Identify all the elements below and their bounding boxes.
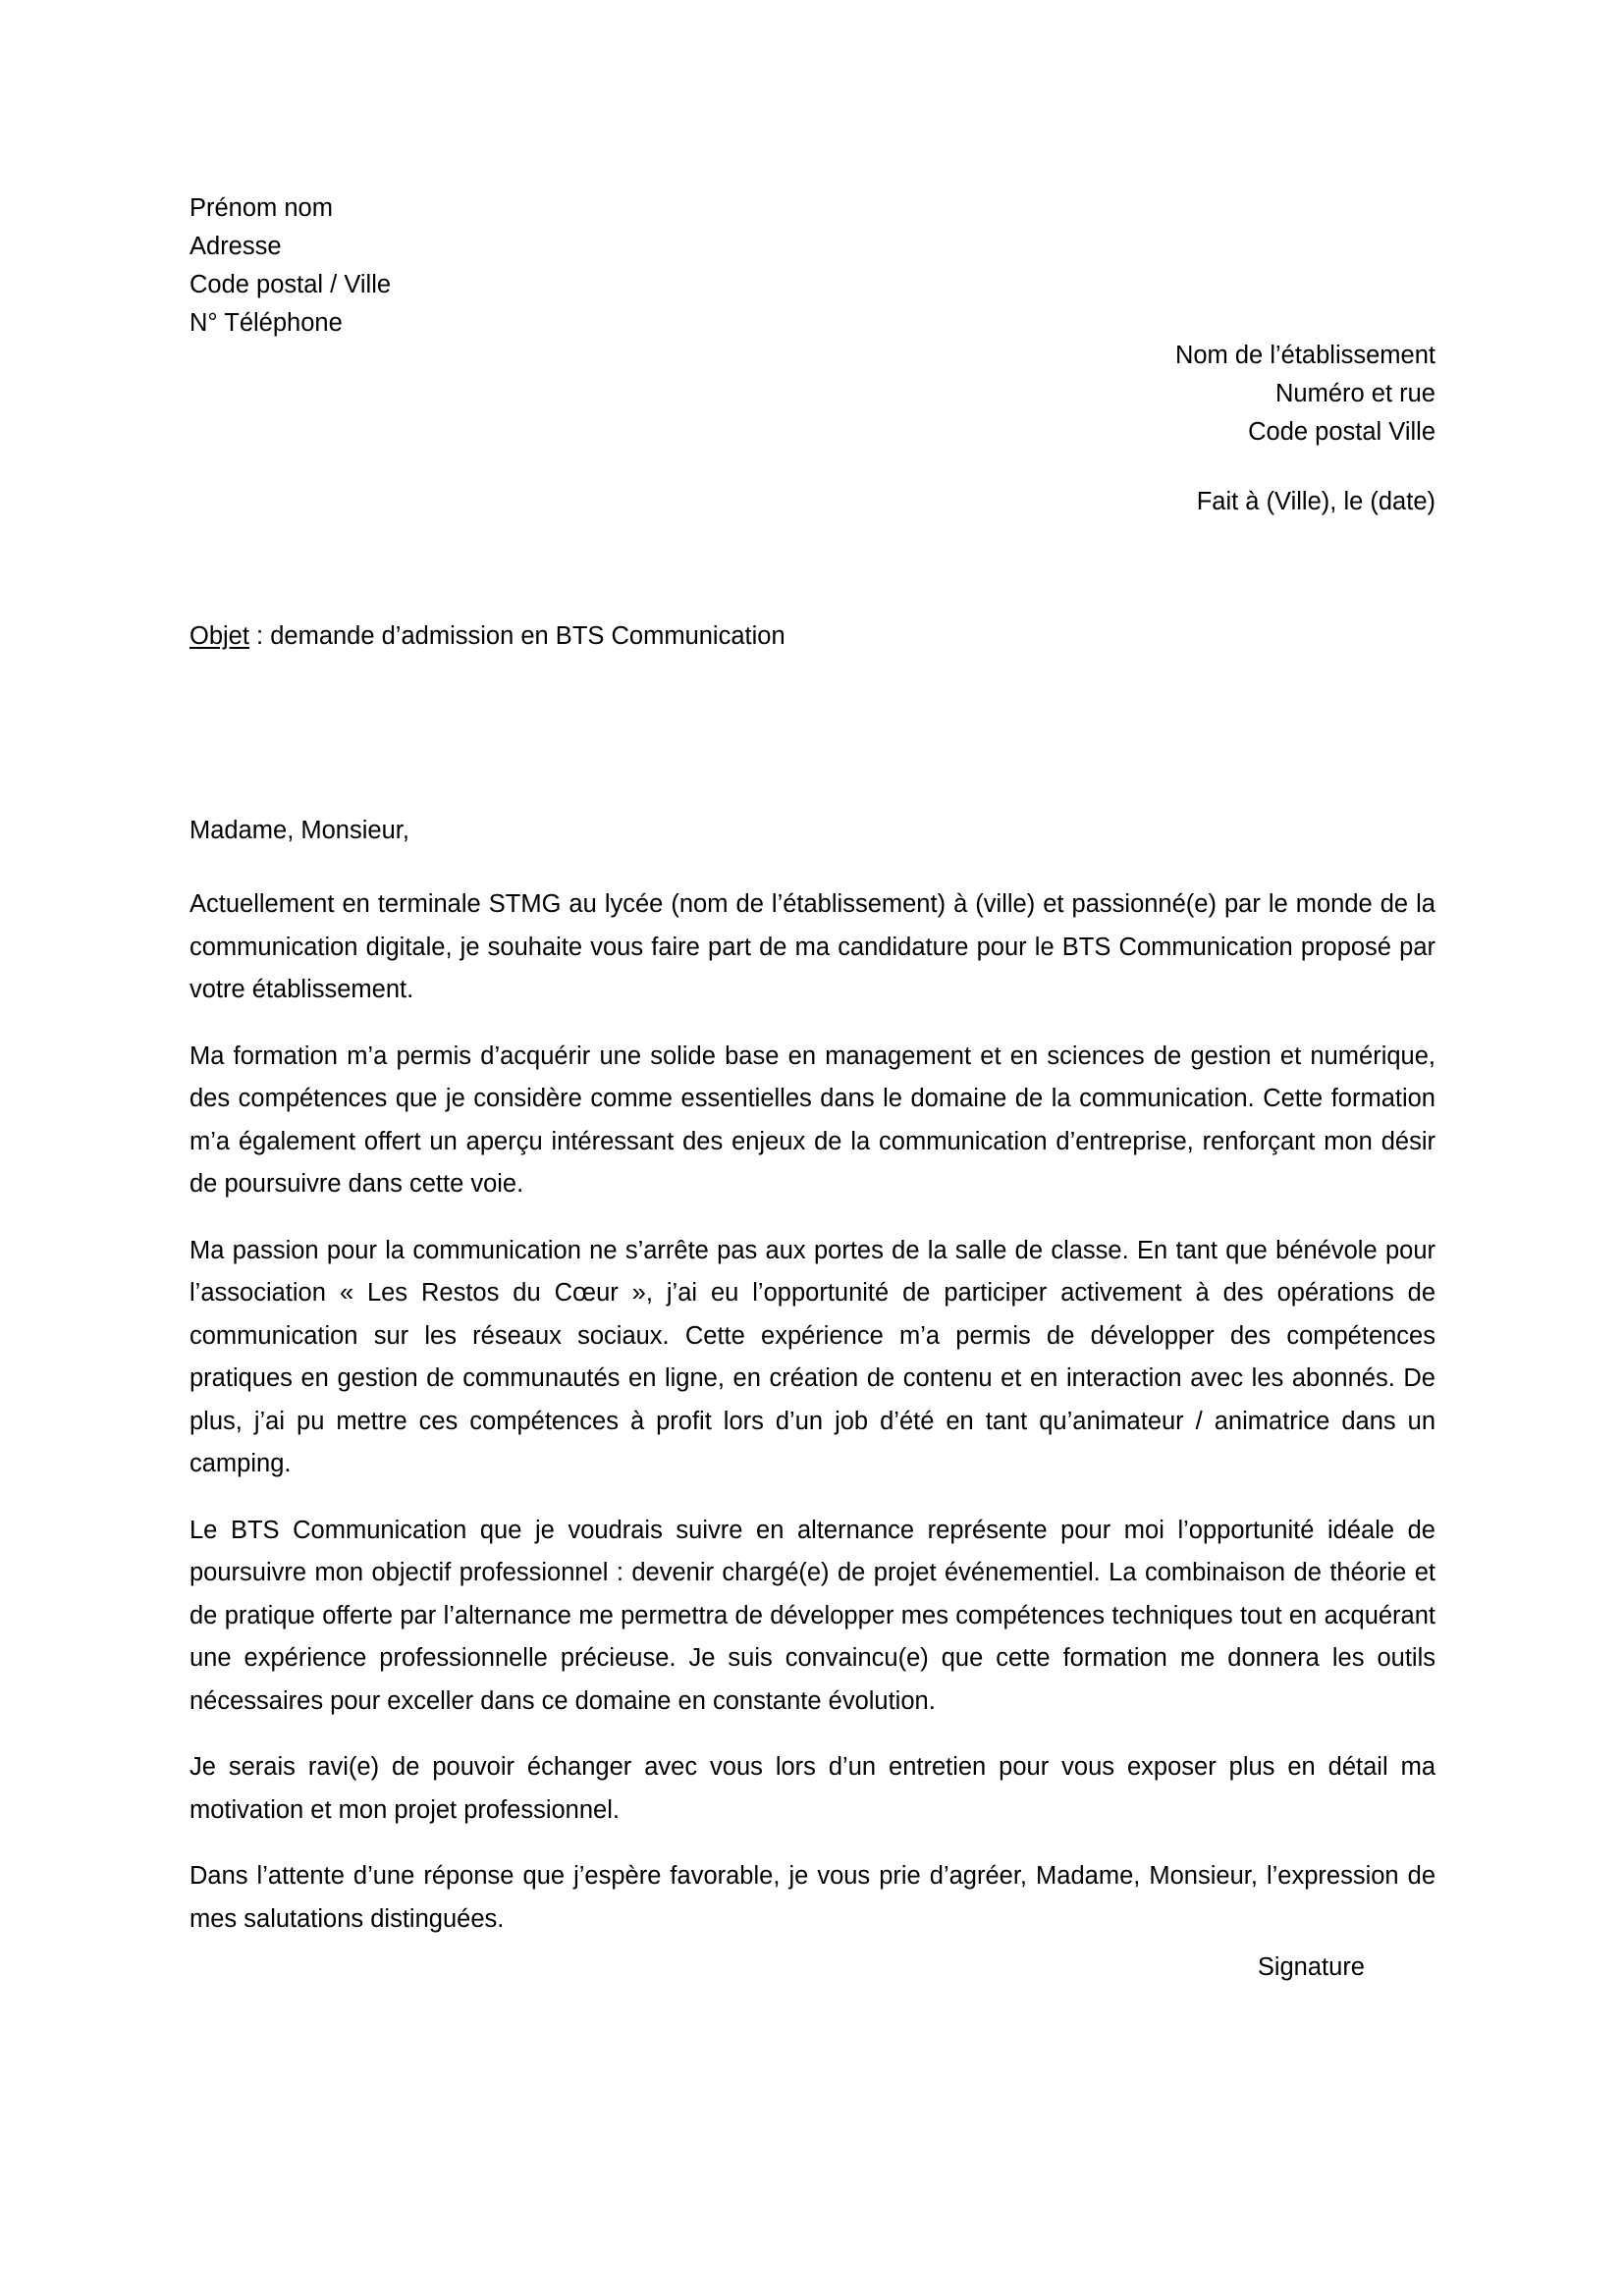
body-paragraph: Ma passion pour la communication ne s’arrête pas aux portes de la salle de classe. En tant que bénévole pour l’association « Les Restos du Cœur », j’ai eu l’opportunité de participer activement à des opérations de communication sur les réseaux sociaux. Cette expérience m’a permis de développer des compétences pratiques en gestion de communautés en ligne, en création de contenu et en interaction avec les abonnés. De plus, j’ai pu mettre ces compétences à profit lors d’un job d’été en tant qu’animateur / animatrice dans un camping. <box>189 1236 1435 1477</box>
subject-line <box>189 617 1435 656</box>
body-paragraph: Le BTS Communication que je voudrais suivre en alternance représente pour moi l’opportunité idéale de poursuivre mon objectif professionnel : devenir chargé(e) de projet événementiel. La combinaison de théorie et de pratique offerte par l’alternance me permettra de développer mes compétences techniques tout en acquérant une expérience professionnelle précieuse. Je suis convaincu(e) que cette formation me donnera les outils nécessaires pour exceller dans ce domaine en constante évolution. <box>189 1516 1435 1715</box>
body-paragraph: Dans l’attente d’une réponse que j’espère favorable, je vous prie d’agréer, Madame, Monsieur, l’expression de mes salutations distinguées. <box>189 1862 1435 1933</box>
recipient-postal-city: Code postal Ville <box>1248 418 1435 446</box>
recipient-address-block <box>189 337 1435 452</box>
sender-street: Adresse <box>189 233 282 260</box>
date-line <box>189 483 1435 521</box>
recipient-institution: Nom de l’établissement <box>1174 342 1435 369</box>
salutation-text: Madame, Monsieur, <box>189 817 409 844</box>
date-line-text: Fait à (Ville), le (date) <box>1196 488 1435 515</box>
body-paragraph: Ma formation m’a permis d’acquérir une solide base en management et en sciences de gestion et numérique, des compétences que je considère comme essentielles dans le domaine de la communication. Cette formation m’a également offert un aperçu intéressant des enjeux de la communication d’entreprise, renforçant mon désir de poursuivre dans cette voie. <box>189 1041 1435 1198</box>
recipient-street: Numéro et rue <box>1275 380 1435 407</box>
signature-text: Signature <box>1257 1953 1365 1981</box>
salutation <box>189 812 1435 850</box>
signature-line <box>189 1949 1435 1987</box>
body-paragraph: Je serais ravi(e) de pouvoir échanger avec vous lors d’un entretien pour vous exposer plus en détail ma motivation et mon projet professionnel. <box>189 1753 1435 1824</box>
body-paragraph: Actuellement en terminale STMG au lycée (nom de l’établissement) à (ville) et passionné(e) par le monde de la communication digitale, je souhaite vous faire part de ma candidature pour le BTS Communication proposé par votre établissement. <box>189 890 1435 1003</box>
sender-name: Prénom nom <box>189 194 333 222</box>
letter-body <box>189 883 1435 1941</box>
sender-postal-city: Code postal / Ville <box>189 271 392 298</box>
sender-phone: N° Téléphone <box>189 309 343 337</box>
subject-label: Objet <box>189 622 249 650</box>
subject-text: : demande d’admission en BTS Communication <box>248 622 785 650</box>
sender-address-block <box>189 189 1435 343</box>
